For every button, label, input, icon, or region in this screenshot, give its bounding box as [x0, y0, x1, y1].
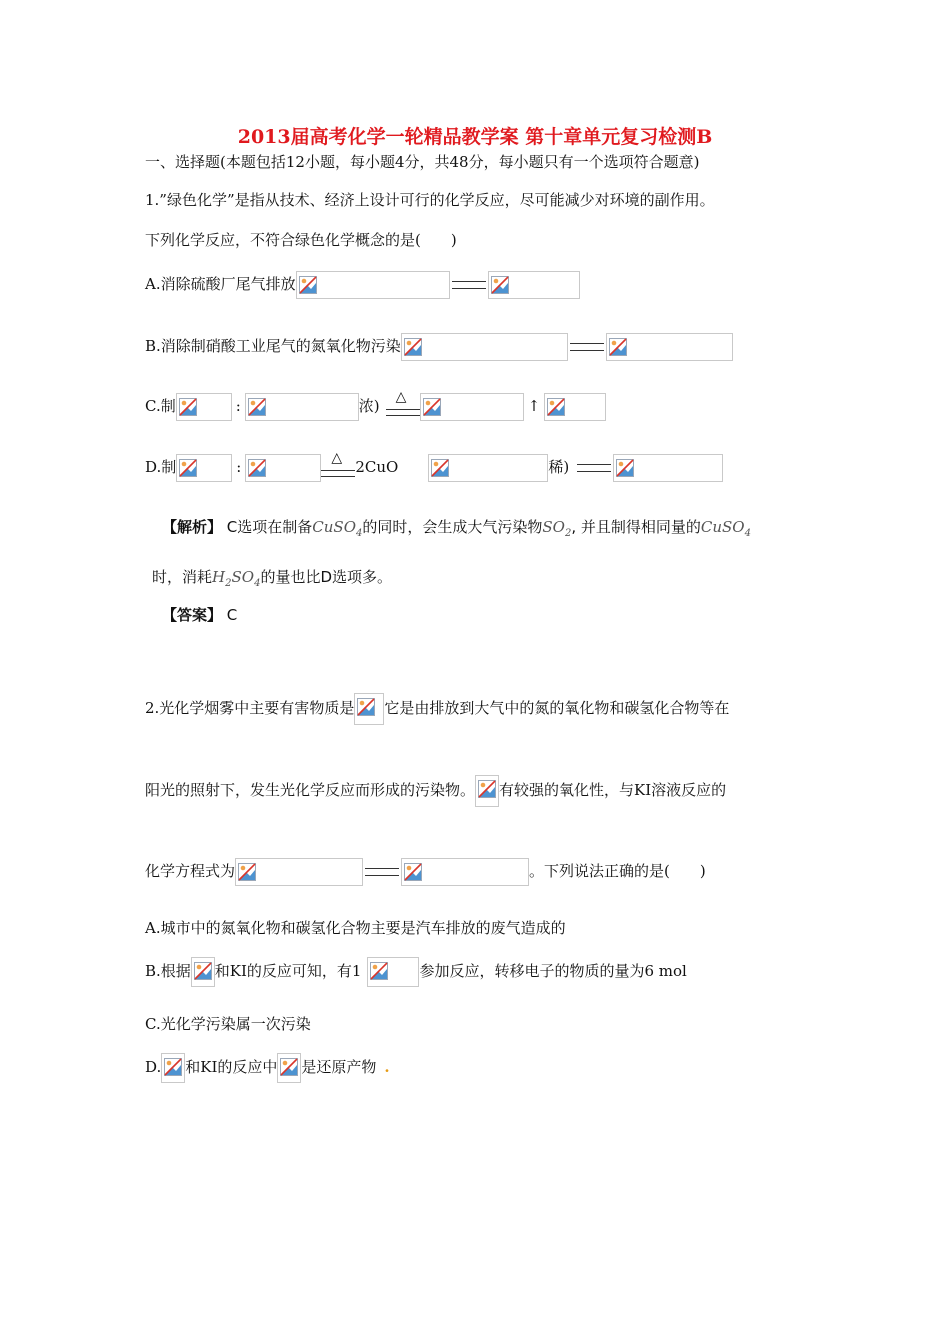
q2-text: 有较强的氧化性，与KI溶液反应的 — [499, 781, 727, 799]
broken-image-icon — [299, 276, 317, 294]
q1-option-a-text: A.消除硫酸厂尾气排放 — [145, 275, 296, 293]
formula-image — [161, 1053, 185, 1083]
q2-text: D. — [145, 1058, 162, 1076]
broken-image-icon — [491, 276, 509, 294]
broken-image-icon — [616, 459, 634, 477]
analysis-text: C选项在制备 — [226, 518, 313, 536]
q2-text: 化学方程式为 — [145, 862, 236, 880]
broken-image-icon — [179, 398, 197, 416]
broken-image-icon — [179, 459, 197, 477]
equals-sign — [577, 464, 611, 472]
analysis-text: 的量也比D选项多。 — [260, 568, 392, 586]
q2-option-c: C.光化学污染属一次污染 — [145, 1015, 311, 1033]
formula-image — [613, 454, 723, 482]
q2-text: 2.光化学烟雾中主要有害物质是 — [145, 699, 355, 717]
formula-image — [367, 957, 419, 987]
broken-image-icon — [164, 1058, 182, 1076]
equals-sign — [570, 343, 604, 351]
q1-option-b — [145, 333, 733, 361]
broken-image-icon — [404, 863, 422, 881]
colon: : — [235, 397, 241, 415]
q2-line1 — [145, 693, 729, 725]
formula-cuso4: CuSO$_4$ — [312, 518, 363, 539]
formula-image — [245, 393, 359, 421]
broken-image-icon — [609, 338, 627, 356]
analysis-text: 的同时，会生成大气污染物 — [362, 518, 543, 536]
q2-text: 。下列说法正确的是( ) — [529, 862, 706, 880]
analysis-text: 时，消耗 — [152, 568, 213, 586]
colon: : — [236, 458, 242, 476]
formula-image — [176, 454, 232, 482]
q2-line2 — [145, 775, 726, 807]
q1-option-a — [145, 271, 580, 299]
formula-image — [420, 393, 524, 421]
formula-image — [401, 858, 529, 886]
equals-sign — [365, 868, 399, 876]
q2-text: 它是由排放到大气中的氮的氧化物和碳氢化合物等在 — [384, 699, 730, 717]
broken-image-icon — [238, 863, 256, 881]
analysis-label: 【解析】 — [162, 518, 223, 536]
equals-sign — [452, 281, 486, 289]
q2-text: B.根据 — [145, 962, 191, 980]
dilute-label: 稀) — [548, 458, 570, 476]
heat-triangle-icon: △ — [331, 450, 343, 466]
analysis-text: , 并且制得相同量的 — [571, 518, 701, 536]
q2-text: 和KI的反应中 — [185, 1058, 278, 1076]
document-title: 2013届高考化学一轮精品教学案 第十章单元复习检测B — [237, 126, 713, 148]
q1-option-c-prefix: C.制 — [145, 397, 176, 415]
q1-stem-line2: 下列化学反应，不符合绿色化学概念的是( ) — [145, 231, 457, 249]
gas-up-arrow-icon: ↑ — [527, 397, 541, 415]
heat-triangle-icon: △ — [395, 389, 407, 405]
cuo-label: 2CuO — [355, 458, 399, 476]
trailing-dot: . — [384, 1058, 390, 1076]
broken-image-icon — [547, 398, 565, 416]
formula-h2so4: $H_2SO_4$ — [212, 568, 261, 589]
answer-value: C — [226, 606, 238, 624]
q1-option-c — [145, 389, 606, 421]
q2-option-b — [145, 957, 687, 987]
q1-option-b-text: B.消除制硝酸工业尾气的氮氧化物污染 — [145, 337, 401, 355]
broken-image-icon — [357, 698, 375, 716]
formula-image — [277, 1053, 301, 1083]
q2-text: 是还原产物 — [301, 1058, 377, 1076]
formula-image — [354, 693, 384, 725]
q2-text: 和KI的反应可知，有1 — [214, 962, 362, 980]
q2-option-d — [145, 1053, 390, 1083]
section-header: 一、选择题(本题包括12小题，每小题4分，共48分，每小题只有一个选项符合题意) — [145, 153, 700, 171]
answer-label: 【答案】 — [162, 606, 223, 624]
conc-label: 浓) — [358, 397, 380, 415]
formula-image — [235, 858, 363, 886]
q2-line3 — [145, 858, 706, 886]
broken-image-icon — [280, 1058, 298, 1076]
formula-image — [606, 333, 733, 361]
formula-image — [191, 957, 215, 987]
formula-image — [245, 454, 321, 482]
formula-image — [488, 271, 580, 299]
heat-equals-sign — [321, 450, 355, 479]
formula-image — [296, 271, 450, 299]
broken-image-icon — [404, 338, 422, 356]
q2-option-a: A.城市中的氮氧化物和碳氢化合物主要是汽车排放的废气造成的 — [145, 919, 566, 937]
formula-image — [544, 393, 606, 421]
q1-analysis-line1 — [162, 517, 751, 544]
broken-image-icon — [194, 962, 212, 980]
q1-option-d-prefix: D.制 — [145, 458, 177, 476]
broken-image-icon — [431, 459, 449, 477]
broken-image-icon — [248, 459, 266, 477]
q2-text: 参加反应，转移电子的物质的量为6 mol — [419, 962, 687, 980]
formula-image — [176, 393, 232, 421]
formula-so2: $SO_2$ — [542, 518, 572, 539]
broken-image-icon — [370, 962, 388, 980]
broken-image-icon — [423, 398, 441, 416]
heat-equals-sign — [386, 389, 420, 418]
formula-image — [428, 454, 548, 482]
formula-image — [401, 333, 568, 361]
formula-cuso4: CuSO$_4$ — [700, 518, 751, 539]
q1-analysis-line2 — [152, 567, 392, 594]
formula-image — [475, 775, 499, 807]
q1-answer — [162, 605, 237, 625]
broken-image-icon — [478, 780, 496, 798]
q1-option-d — [145, 450, 723, 482]
q2-text: 阳光的照射下，发生光化学反应而形成的污染物。 — [145, 781, 476, 799]
broken-image-icon — [248, 398, 266, 416]
q1-stem-line1: 1.”绿色化学”是指从技术、经济上设计可行的化学反应，尽可能减少对环境的副作用。 — [145, 191, 715, 209]
